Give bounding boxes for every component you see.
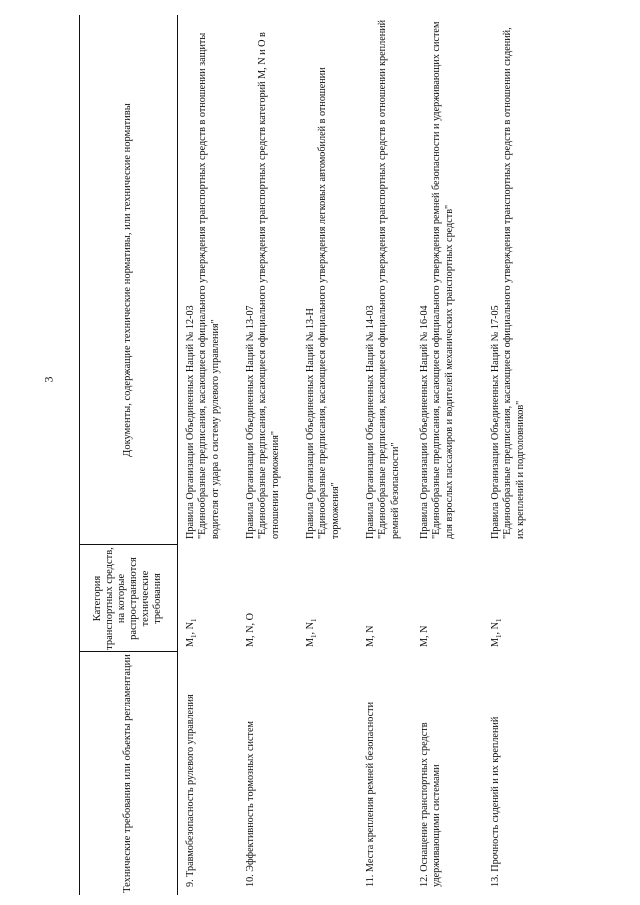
document-description: "Единообразные предписания, касающиеся официального утверждения ремней безопасности и удерживающих систем для взрослых пассажиров и водителей механических транспортных средств" [431, 21, 455, 539]
category-cell: $M_1$, $N_1$ [490, 618, 504, 647]
requirement-cell: 9. Травмобезопасность рулевого управления [185, 694, 196, 887]
header-bottom-border [177, 15, 178, 895]
document-title: Правила Организации Объединенных Наций № 17-05 [490, 305, 501, 539]
document-cell [365, 19, 402, 539]
document-cell [245, 19, 282, 539]
document-title: Правила Организации Объединенных Наций № 14-03 [365, 305, 376, 539]
document-title: Правила Организации Объединенных Наций № 16-04 [419, 305, 430, 539]
header-documents: Документы, содержащие технические нормативы, или технические нормативы [122, 103, 133, 457]
category-cell: M, N [419, 625, 430, 647]
page-number: 3 [41, 376, 56, 383]
document-description: "Единообразные предписания, касающиеся официального утверждения транспортных средств категорий M, N и O в отношении торможения" [257, 32, 281, 539]
header-vehicle-category: Категория транспортных средств, на которые распространяются технические требования [92, 547, 163, 650]
category-cell: M, N, O [245, 613, 256, 647]
requirement-cell: 11. Места крепления ремней безопасности [365, 701, 376, 887]
requirement-cell: 10. Эффективность тормозных систем [245, 721, 256, 887]
document-title: Правила Организации Объединенных Наций № 13-07 [245, 305, 256, 539]
regulations-table [79, 15, 534, 895]
document-cell [305, 19, 342, 539]
requirement-cell: 13. Прочность сидений и их креплений [490, 716, 501, 887]
document-description: "Единообразные предписания, касающиеся официального утверждения транспортных средств в отношении креплений ремней безопасности" [377, 19, 401, 539]
document-description: "Единообразные предписания, касающиеся официального утверждения легковых автомобилей в отношении торможения" [317, 67, 341, 539]
category-cell: $M_1$, $N_1$ [305, 618, 319, 647]
document-code [0, 837, 1, 865]
document-title: Правила Организации Объединенных Наций № 13-Н [305, 308, 316, 539]
requirement-cell: 12. Оснащение транспортных средств удерживающими системами [419, 722, 443, 887]
document-cell [419, 19, 456, 539]
document-cell [490, 19, 527, 539]
category-cell: $M_1$, $N_1$ [185, 618, 199, 647]
document-description: "Единообразные предписания, касающиеся официального утверждения транспортных средств в отношении сидений, их креплений и подголовников" [502, 27, 526, 539]
document-cell [185, 19, 222, 539]
document-title: Правила Организации Объединенных Наций № 12-03 [185, 305, 196, 539]
document-description: "Единообразные предписания, касающиеся официального утверждения транспортных средств в отношении защиты водителя от удара о систему рулевого управления" [197, 32, 221, 539]
category-cell: M, N [365, 625, 376, 647]
header-requirements: Технические требования или объекты регламентации [122, 654, 133, 893]
